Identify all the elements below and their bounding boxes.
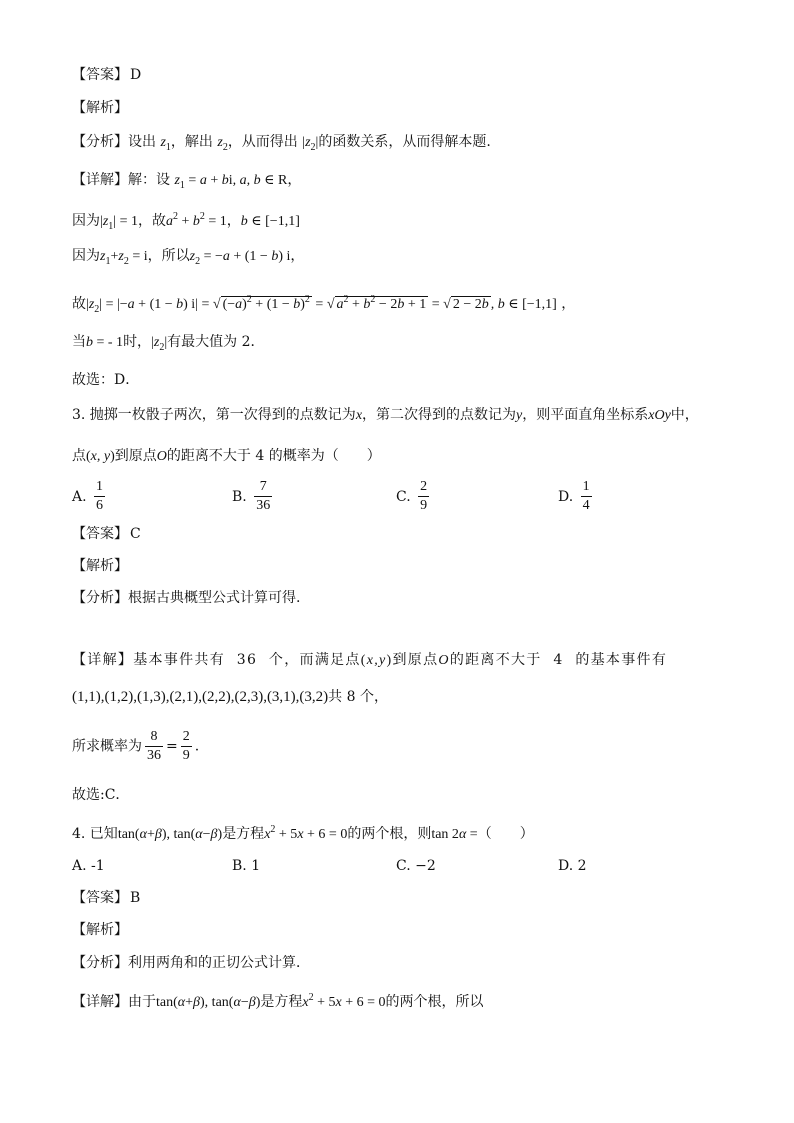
q2-detail-line4: 故$|z_2| = |-a + (1 - b) i|$ = √ $(-a)^2 + (1 - b)^2$ = √ $a^2 + b^2 - 2b + 1$ = √ 2 − 2b , b ∈ [−1,1] ， — [72, 294, 576, 315]
q2-formula-absz2: $|z_2|$ — [151, 335, 168, 353]
q4-option-a[interactable]: A. -1 — [72, 858, 105, 874]
q3-fenxi-text: 根据古典概型公式计算可得. — [128, 590, 301, 606]
q4-fenxi-text: 利用两角和的正切公式计算． — [128, 955, 310, 971]
q4-stem-text-a: 4. 已知 — [72, 826, 118, 842]
q2-analysis-tag: 【解析】 — [72, 100, 128, 116]
fraction-denominator: 4 — [582, 498, 590, 513]
q4-detail-text-b: 是方程 — [260, 994, 303, 1010]
q3-option-b[interactable] — [232, 478, 275, 518]
xiangjie-tag: 【详解】 — [72, 172, 128, 188]
q2-detail1-text: 解：设 — [128, 172, 170, 188]
q4-detail-equation: $x^2 + 5x + 6 = 0$ — [302, 992, 386, 1010]
q4-fenxi-line — [72, 953, 310, 973]
q2-fenxi-text-b: ，解出 — [170, 134, 213, 150]
q3-stem-text-a: 3. 抛掷一枚骰子两次，第一次得到的点数记为 — [72, 407, 356, 423]
q3-prob-fraction1 — [145, 728, 163, 765]
q3-origin-symbol: O — [156, 449, 167, 464]
q4-analysis-tag: 【解析】 — [72, 922, 128, 938]
answer-tag: 【答案】 — [72, 67, 128, 83]
fraction-denominator: 9 — [420, 498, 428, 513]
q4-stem-text-b: 是方程 — [222, 826, 265, 842]
q3-prob-label: 所求概率为 — [72, 738, 142, 755]
q3-detail1-text-b: 到原点 — [392, 652, 439, 668]
q3-detail1-text-c: 的距离不大于 4 的基本事件有 — [449, 652, 668, 668]
q2-detail3-text-a: 因为 — [72, 248, 100, 264]
fraction-numerator: 8 — [145, 728, 163, 747]
q3-detail-line1 — [72, 650, 667, 671]
q3-analysis-tag: 【解析】 — [72, 558, 128, 574]
q3-option-a[interactable] — [72, 478, 108, 518]
q2-detail2-text-c: ， — [226, 213, 241, 229]
q4-tan-pair: tan(α+β), tan(α−β) — [117, 827, 223, 842]
option-letter: C. — [396, 488, 411, 505]
q3-y-symbol: y — [516, 408, 523, 423]
q4-option-c[interactable]: C. −2 — [396, 858, 436, 874]
option-letter: B. — [232, 488, 247, 505]
q2-detail-line1 — [72, 170, 301, 196]
z1-symbol: $z_1$ — [160, 135, 171, 153]
q4-answer-value: B — [130, 890, 141, 906]
q2-detail2-text-b: ，故 — [137, 213, 166, 229]
answer-tag: 【答案】 — [72, 526, 128, 542]
q2-fenxi-text-d: 的函数关系，从而得解本题. — [318, 134, 491, 150]
q2-detail5-text-b: 时， — [123, 334, 152, 350]
q3-choose: 故选:C． — [72, 787, 130, 803]
q2-answer-line — [72, 65, 141, 85]
fraction-numerator: 7 — [254, 478, 272, 497]
option-fraction — [254, 478, 272, 515]
q2-fenxi-text-a: 设出 — [128, 134, 156, 150]
q2-choose: 故选：D． — [72, 372, 140, 388]
q3-detail1-text-a: 基本事件共有 36 个，而满足点 — [133, 652, 361, 668]
q3-detail-line3: 所求概率为 $\frac{8}{36}$ = $\frac{2}{9}$ . — [72, 729, 200, 763]
q2-formula-z2: $z_2 = -a + (1 - b)$ i — [189, 249, 291, 267]
q3-stem-line2 — [72, 446, 381, 467]
q3-stem-text-c: ，则平面直角坐标系 — [522, 407, 649, 423]
fraction-numerator: 2 — [181, 728, 192, 747]
q2-formula-absz1: $|z_1| = 1$ — [100, 214, 138, 232]
q4-stem — [72, 820, 534, 845]
fenxi-tag: 【分析】 — [72, 955, 128, 971]
fenxi-tag: 【分析】 — [72, 134, 128, 150]
option-letter: D. — [558, 488, 574, 505]
q2-detail-line3 — [72, 246, 304, 272]
q3-detail-point: (x,y) — [360, 653, 393, 668]
q3-stem-line1 — [72, 405, 699, 426]
z2-symbol: $z_2$ — [217, 135, 228, 153]
fraction-numerator: 1 — [94, 478, 105, 497]
q3-option-c[interactable] — [396, 478, 432, 518]
q3-points-list: (1,1),(1,2),(1,3),(2,1),(2,2),(2,3),(3,1),(3,2) — [72, 689, 329, 705]
q2-detail5-text-c: 有最大值为 2． — [167, 334, 265, 350]
q3-answer-value: C — [130, 526, 141, 542]
q2-detail5-text-a: 当 — [72, 334, 86, 350]
fraction-denominator: 36 — [256, 498, 271, 513]
q3-x-symbol: x — [355, 408, 363, 423]
q2-fenxi-line — [72, 132, 491, 158]
q3-prob-fraction2 — [181, 728, 192, 765]
q4-tan2a: tan 2α = — [431, 827, 478, 842]
q4-equation: $x^2 + 5x + 6 = 0$ — [264, 824, 348, 842]
xiangjie-tag: 【详解】 — [72, 652, 134, 668]
q2-detail1-comma: ， — [287, 172, 302, 188]
q4-option-d[interactable]: D. 2 — [558, 858, 587, 874]
q2-formula-brange: b ∈ [−1,1] — [240, 214, 300, 229]
q3-option-d[interactable] — [558, 478, 595, 518]
abs-z2: $|z_2|$ — [302, 135, 319, 153]
q4-detail-line — [72, 988, 484, 1013]
fraction-denominator: 36 — [147, 748, 161, 763]
q2-answer-value: D — [130, 67, 142, 83]
q3-stem2-text-b: 到原点 — [114, 448, 157, 464]
q4-detail-tan-pair: tan(α+β), tan(α−β) — [156, 995, 261, 1010]
q2-formula-bval: b = - 1 — [86, 335, 124, 350]
option-fraction — [94, 478, 105, 515]
q3-points-tail: 共 8 个， — [328, 689, 388, 705]
q2-formula-modulus: $|z_2| = |-a + (1 - b) i|$ = √ $(-a)^2 + (1 - b)^2$ = √ $a^2 + b^2 - 2b + 1$ = √ 2 − 2b , b ∈ [−1,1] — [86, 294, 557, 315]
fenxi-tag: 【分析】 — [72, 590, 128, 606]
q4-answer-line — [72, 888, 140, 908]
q4-option-b[interactable]: B. 1 — [232, 858, 261, 874]
option-fraction — [581, 478, 592, 515]
q3-stem2-text-c: 的距离不大于 4 的概率为（ ） — [166, 448, 381, 464]
q2-detail2-text-a: 因为 — [72, 213, 100, 229]
fraction-denominator: 9 — [182, 748, 190, 763]
q2-formula-sum: $z_1+z_2 = i$ — [100, 249, 148, 267]
q3-detail-origin: O — [438, 653, 450, 668]
q3-xoy-symbol: xOy — [648, 408, 671, 423]
q3-detail-line2 — [72, 687, 388, 707]
q2-fenxi-text-c: ，从而得出 — [227, 134, 298, 150]
q3-fenxi-line — [72, 588, 300, 608]
option-letter: A. — [72, 488, 87, 505]
fraction-numerator: 1 — [581, 478, 592, 497]
q2-detail3-text-c: ， — [290, 248, 305, 264]
fraction-denominator: 6 — [96, 498, 104, 513]
q3-answer-line — [72, 524, 141, 544]
q2-formula-a2b2: $a^2 + b^2 = 1$ — [165, 211, 227, 229]
fraction-numerator: 2 — [418, 478, 429, 497]
q2-detail-line2 — [72, 207, 300, 237]
q4-stem-text-c: 的两个根，则 — [347, 826, 432, 842]
q4-detail-text-c: 的两个根，所以 — [385, 994, 484, 1010]
q4-stem-text-d: （ ） — [477, 826, 534, 842]
q3-point-symbol: (x, y) — [86, 449, 115, 464]
q3-stem2-text-a: 点 — [72, 448, 86, 464]
q3-stem-text-d: 中， — [670, 407, 699, 423]
q2-formula-z1: $z_1 = a$ + bi, a, b ∈ R — [174, 173, 288, 191]
q2-detail-line5 — [72, 332, 265, 358]
q2-detail4-text: 故 — [72, 296, 86, 312]
answer-tag: 【答案】 — [72, 890, 128, 906]
q4-detail-text-a: 由于 — [128, 994, 156, 1010]
q2-detail3-text-b: ，所以 — [147, 248, 190, 264]
xiangjie-tag: 【详解】 — [72, 994, 128, 1010]
option-fraction — [418, 478, 429, 515]
q3-stem-text-b: ，第二次得到的点数记为 — [362, 407, 517, 423]
